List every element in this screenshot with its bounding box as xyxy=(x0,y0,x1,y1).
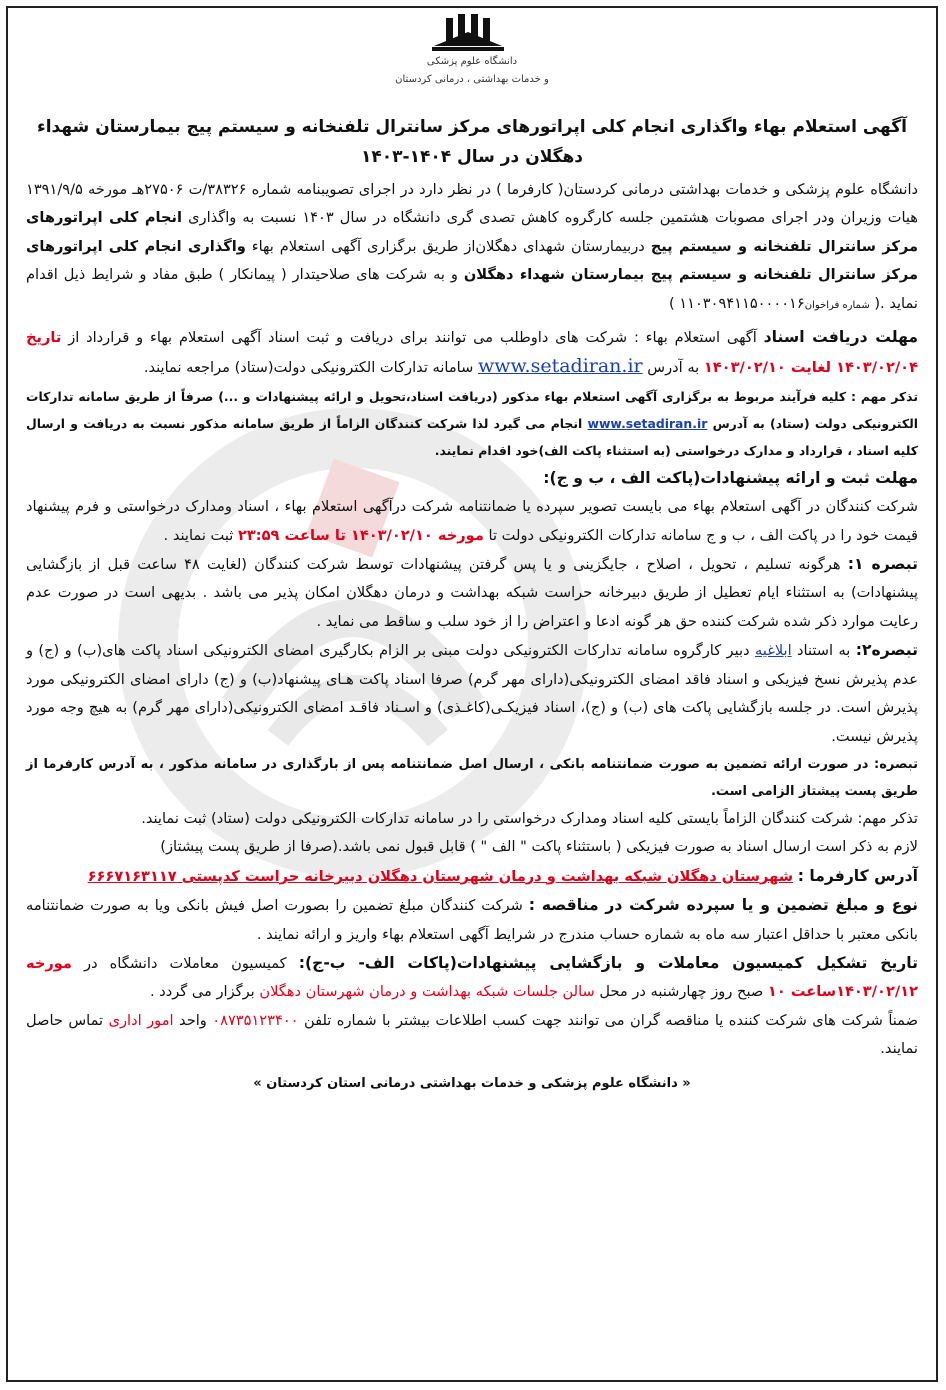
document-content xyxy=(26,8,918,1380)
document-header xyxy=(26,12,918,96)
commission-paragraph: تاریخ تشکیل کمیسیون معاملات و بازگشایی پیشنهادات(پاکات الف- ب-ج): کمیسیون معاملات دانشگاه در مورخه ۱۴۰۳/۰۲/۱۲ساعت ۱۰ صبح روز چهارشنبه در محل سالن جلسات شبکه بهداشت و درمان شهرستان دهگلان برگزار می گردد . xyxy=(26,953,918,1001)
note1-label: تبصره ۱: xyxy=(847,555,919,574)
setadiran-link-2[interactable]: www.setadiran.ir xyxy=(587,415,708,431)
setadiran-link[interactable]: www.setadiran.ir xyxy=(478,355,643,378)
commission-label: تاریخ تشکیل کمیسیون معاملات و بازگشایی پیشنهادات(پاکات الف- ب-ج): xyxy=(298,953,918,972)
contact-unit: امور اداری xyxy=(108,1011,174,1029)
guarantee-label: نوع و مبلغ تضمین و یا سپرده شرکت در مناقصه : xyxy=(528,896,918,915)
deadline-label: مهلت دریافت اسناد xyxy=(763,328,919,347)
submission-label: مهلت ثبت و ارائه پیشنهادات(پاکت الف ، ب و ج): xyxy=(543,468,918,487)
university-name: دانشگاه علوم پزشکی xyxy=(426,56,518,67)
announcement-title: آگهی استعلام بهاء واگذاری انجام کلی اپراتورهای مرکز سانترال تلفنخانه و سیستم پیج بیمارستان شهداء دهگلان در سال ۱۴۰۴-۱۴۰۳ xyxy=(37,117,907,167)
deadline-dates: تاریخ ۱۴۰۳/۰۲/۰۴ لغایت ۱۴۰۳/۰۲/۱۰ xyxy=(26,329,918,377)
guarantee-paragraph: نوع و مبلغ تضمین و یا سپرده شرکت در مناقصه : شرکت کنندگان مبلغ تضمین را بصورت اصل فیش بانکی ویا به صورت ضمانتنامه بانکی معتبر با حداقل اعتبار سه ماه به شماره حساب مندرج در شرایط آگهی استعلام بهاء واریز و ارائه نمایند . xyxy=(26,896,918,943)
submission-deadline: مورخه ۱۴۰۳/۰۲/۱۰ تا ساعت ۲۳:۵۹ xyxy=(237,526,484,544)
important-note-paragraph: تذکر مهم : کلیه فرآیند مربوط به برگزاری آگهی استعلام بهاء مذکور (دریافت اسناد،تحویل و ارائه پیشنهادات و ...) صرفاً از طریق سامانه تدارکات الکترونیکی دولت (ستاد) به آدرس www.setadiran.ir انجام می گیرد لذا شرکت کنندگان الزاماً از طریق سامانه مذکور نسبت به دریافت و ارسال کلیه اسناد ، قرارداد و مدارک درخواستی (به استثناء پاکت الف)خود اقدام نمایند. xyxy=(26,388,918,458)
deadline-paragraph: مهلت دریافت اسناد آگهی استعلام بهاء : شرکت های داوطلب می توانند برای دریافت و ثبت اسناد آگهی استعلام بهاء و قرارداد از تاریخ ۱۴۰۳/۰۲/۰۴ لغایت ۱۴۰۳/۰۲/۱۰ به آدرس www.setadiran.ir سامانه تدارکات الکترونیکی دولت(ستاد) مراجعه نمایند. xyxy=(26,328,919,378)
physical-note-paragraph: لازم به ذکر است ارسال اسناد به صورت فیزیکی ( باستثناء پاکت " الف " ) قابل قبول نمی باشد.(صرفا از طریق پست پیشتاز) xyxy=(160,838,918,856)
commission-place: سالن جلسات شبکه بهداشت و درمان شهرستان دهگلان xyxy=(259,983,595,1001)
employer-address-value: شهرستان دهگلان شبکه بهداشت و درمان شهرستان دهگلان دبیرخانه حراست کدپستی ۶۶۶۷۱۶۳۱۱۷ xyxy=(87,867,794,885)
announcement-body xyxy=(26,176,918,1098)
contact-phone: ۰۸۷۳۵۱۲۳۴۰۰ xyxy=(212,1011,299,1029)
footer: « دانشگاه علوم پزشکی و خدمات بهداشتی درمانی استان کردستان » xyxy=(253,1075,691,1091)
announcement-page xyxy=(6,6,938,1382)
university-subtitle: و خدمات بهداشتی ، درمانی کردستان xyxy=(395,74,549,85)
note1-paragraph: تبصره ۱: هرگونه تسلیم ، تحویل ، اصلاح ، جایگزینی و یا پس گرفتن پیشنهادات توسط شرکت کنندگان (لغایت ۴۸ ساعت قبل از بازگشایی پیشنهادات) به استثناء ایام تعطیل از طریق دبیرخانه حراست شبکه بهداشت و درمان دهگلان امکان پذیر می باشد . بدیهی است در صورت عدم رعایت موارد ذکر شده شرکت کننده حق هر گونه ادعا و اعتراض را از خود سلب و ساقط می نماید . xyxy=(26,555,919,630)
note2-label: تبصره۲: xyxy=(855,641,919,660)
submission-paragraph: مهلت ثبت و ارائه پیشنهادات(پاکت الف ، ب و ج): شرکت کنندگان در آگهی استعلام بهاء می بایست تصویر سپرده یا ضمانتنامه شرکت درآگهی استعلام بهاء ، اسناد ومدارک درخواستی و فرم پیشنهاد قیمت خود را در پاکت الف ، ب و ج سامانه تدارکات الکترونیکی دولت تا مورخه ۱۴۰۳/۰۲/۱۰ تا ساعت ۲۳:۵۹ ثبت نمایند . xyxy=(26,468,918,544)
employer-address-paragraph xyxy=(26,862,918,891)
contact-paragraph: ضمناً شرکت های شرکت کننده یا مناقصه گران می توانند جهت کسب اطلاعات بیشتر با شماره تلفن ۰۸۷۳۵۱۲۳۴۰۰ واحد امور اداری تماس حاصل نمایند. xyxy=(26,1011,919,1058)
university-logo-icon xyxy=(428,12,508,52)
employer-address-label: آدرس کارفرما : xyxy=(797,866,918,885)
commission-date: مورخه ۱۴۰۳/۰۲/۱۲ساعت ۱۰ xyxy=(26,954,918,1001)
important-note2-paragraph: تذکر مهم: شرکت کنندگان الزاماً بایستی کلیه اسناد ومدارک درخواستی را در سامانه تدارکات الکترونیکی دولت (ستاد) ثبت نمایند. xyxy=(141,809,918,827)
note3-paragraph: تبصره: در صورت ارائه تضمین به صورت ضمانتنامه بانکی ، ارسال اصل ضمانتنامه پس از بارگذاری در سامانه مذکور ، به آدرس کارفرما از طریق پست پیشتاز الزامی است. xyxy=(26,756,918,799)
note2-paragraph: تبصره۲: به استناد ابلاغیه دبیر کارگروه سامانه تدارکات الکترونیکی دولت مبنی بر الزام بکارگیری امضای الکترونیکی اسناد پاکت های(ب) و (ج) و عدم پذیرش نسخ فیزیکی و اسناد فاقد امضای الکترونیکی(دارای مهر گرم) صرفا اسناد پاکت هـای پیشنهاد(ب) و (ج) دارای امضای الکترونیکی مورد پذیرش است. در جلسه بازگشایی پاکت های (ب) و (ج)، اسناد فیزیکـی(کاغـذی) و اسـناد فاقـد امضای الکترونیکی(دارای مهر گرم) به هیچ وجه مورد پذیرش نیست. xyxy=(26,641,919,745)
intro-paragraph: دانشگاه علوم پزشکی و خدمات بهداشتی درمانی کردستان( کارفرما ) در نظر دارد در اجرای تصویبنامه شماره ۳۸۳۲۶/ت ۲۷۵۰۶هـ مورخه ۱۳۹۱/۹/۵ هیات وزیران ودر اجرای مصوبات هشتمین جلسه کارگروه کاهش تصدی گری دانشگاه در سال ۱۴۰۳ نسبت به واگذاری انجام کلی اپراتورهای مرکز سانترال تلفنخانه و سیستم پیج دربیمارستان شهدای دهگلان‌از طریق برگزاری آگهی استعلام بهاء واگذاری انجام کلی اپراتورهای مرکز سانترال تلفنخانه و سیستم پیج بیمارستان شهداء دهگلان و به شرکت های صلاحیتدار ( پیمانکار ) طبق مفاد و شرایط ذیل اقدام نماید .( شماره فراخوان۱۱۰۳۰۹۴۱۱۵۰۰۰۰۱۶ ) xyxy=(26,181,919,312)
notice-link[interactable]: ابلاغیه xyxy=(754,642,792,660)
